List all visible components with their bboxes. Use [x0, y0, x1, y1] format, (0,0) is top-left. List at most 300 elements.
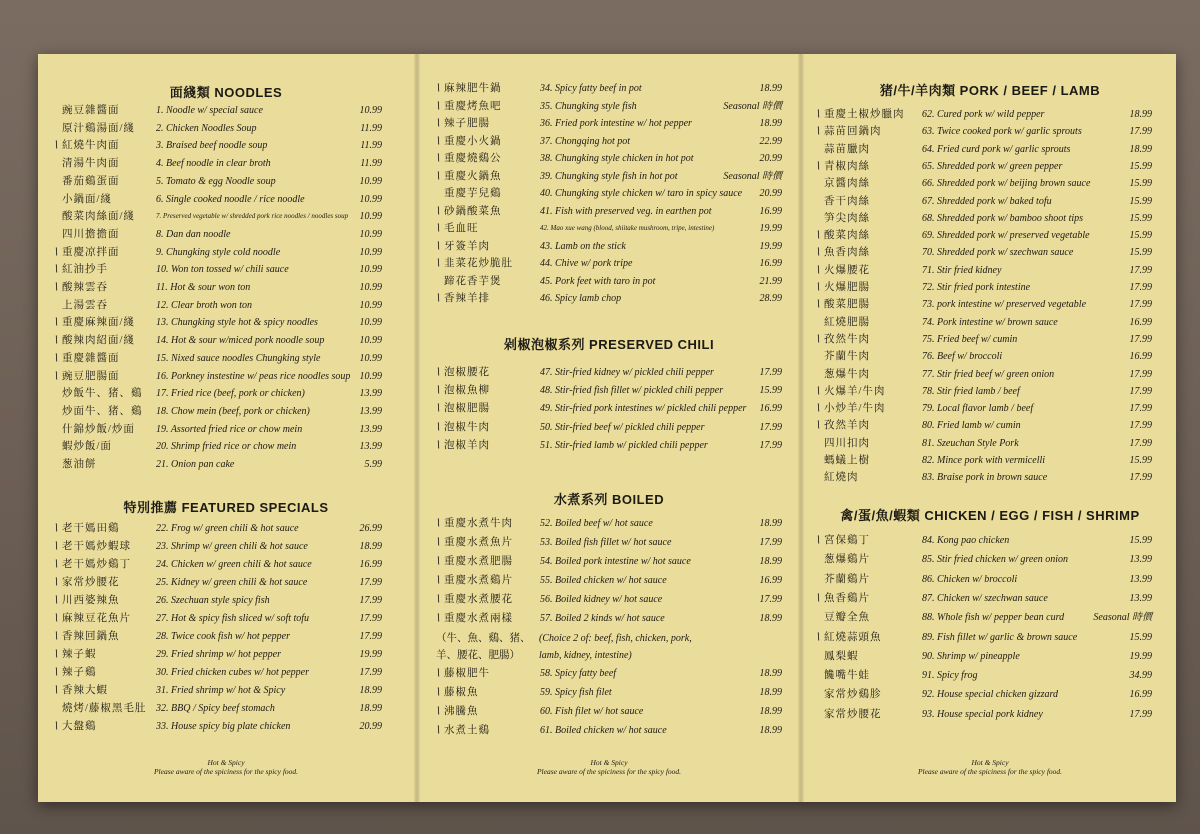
item-price: 18.99: [759, 518, 782, 529]
item-chinese-name: 小鍋面/綫: [62, 193, 112, 205]
item-price: 17.99: [1129, 126, 1152, 138]
menu-item: [52, 208, 382, 225]
menu-item: [814, 417, 1152, 434]
item-price: 13.99: [359, 405, 382, 417]
chili-pepper-icon: ∖: [52, 541, 59, 552]
item-english-name: 60. Fish filet w/ hot sauce: [540, 706, 644, 717]
item-price: 16.99: [759, 205, 782, 217]
menu-item: [814, 590, 1152, 607]
item-chinese-name: 芥蘭鷄片: [824, 573, 870, 585]
menu-item: [814, 123, 1152, 140]
item-chinese-name: 小炒羊/牛肉: [824, 403, 886, 415]
item-english-name: 28. Twice cook fish w/ hot pepper: [156, 631, 290, 642]
chili-pepper-icon: ∖: [434, 403, 441, 415]
item-chinese-name: 麻辣豆花魚片: [62, 613, 131, 624]
item-english-name: 41. Fish with preserved veg. in earthen pot: [540, 205, 712, 217]
section-title-preserved: 剁椒泡椒系列 PRESERVED CHILI: [503, 337, 715, 352]
item-english-name: 64. Fried curd pork w/ garlic sprouts: [922, 143, 1071, 155]
menu-item: [52, 592, 382, 609]
panel-right: [804, 54, 1176, 802]
item-price: 21.99: [759, 275, 782, 287]
item-chinese-name: 紅燒肉: [824, 472, 859, 484]
item-english-name: 38. Chungking style chicken in hot pot: [540, 153, 694, 164]
item-chinese-name: 蹄花香芋煲: [444, 275, 502, 287]
item-english-name: 31. Fried shrimp w/ hot & Spicy: [156, 685, 286, 696]
item-english-name: 4. Beef noodle in clear broth: [156, 158, 271, 170]
menu-item: [814, 366, 1152, 383]
item-english-name: 35. Chungking style fish: [540, 100, 637, 112]
menu-item: [52, 261, 382, 278]
item-english-name: 7. Preserved vegetable w/ shredded pork rice noodles / noodles soup: [156, 212, 349, 221]
menu-item: [434, 591, 782, 608]
item-price: 11.99: [360, 140, 382, 152]
menu-item: [52, 102, 382, 119]
menu-item: [434, 203, 782, 220]
item-price: 20.99: [759, 188, 782, 199]
item-english-name: 51. Stir-fried lamb w/ pickled chili pepper: [540, 439, 708, 451]
item-price: 18.99: [759, 613, 782, 624]
item-chinese-name: 豌豆雜醬面: [62, 105, 120, 116]
item-chinese-name: 老干媽炒蝦球: [62, 541, 131, 552]
item-price: 17.99: [359, 613, 382, 624]
item-english-name: 78. Stir fried lamb / beef: [922, 385, 1020, 397]
item-chinese-name: 四川擔擔面: [62, 228, 120, 240]
item-price: 17.99: [1129, 333, 1152, 345]
menu-item: [814, 686, 1152, 703]
item-chinese-name: 麻辣肥牛鍋: [444, 83, 502, 94]
item-price: 18.99: [359, 703, 382, 714]
item-chinese-name: 泡椒牛肉: [444, 421, 490, 433]
menu-item: [814, 435, 1152, 452]
item-price: 18.99: [359, 685, 382, 696]
chili-pepper-icon: ∖: [434, 706, 441, 717]
item-price: 11.99: [360, 122, 382, 134]
menu-item: [814, 532, 1152, 549]
item-chinese-name: 紅燒肥腸: [824, 316, 870, 328]
menu-item: [814, 571, 1152, 588]
item-english-name: 70. Shredded pork w/ szechwan sauce: [922, 247, 1074, 259]
item-english-name: 89. Fish fillet w/ garlic & brown sauce: [922, 631, 1078, 643]
menu-item: [814, 106, 1152, 123]
section-title-featured: 特別推薦 FEATURED SPECIALS: [123, 500, 329, 515]
item-english-name: 73. pork intestine w/ preserved vegetable: [922, 299, 1087, 311]
chili-pepper-icon: ∖: [814, 230, 821, 242]
chili-pepper-icon: ∖: [434, 205, 441, 217]
item-price: 17.99: [759, 537, 782, 548]
item-english-name: 88. Whole fish w/ pepper bean curd: [922, 612, 1065, 624]
item-english-name: 50. Stir-fried beef w/ pickled chili pepper: [540, 421, 705, 433]
item-english-name: 43. Lamb on the stick: [540, 240, 626, 252]
item-chinese-name: 葱油餅: [62, 459, 97, 470]
item-chinese-name: 重慶燒鷄公: [444, 153, 502, 164]
item-english-name: 23. Shrimp w/ green chili & hot sauce: [156, 541, 308, 552]
menu-item: [434, 98, 782, 115]
item-chinese-name: 原汁鷄湯面/綫: [62, 122, 135, 134]
item-price: 18.99: [759, 118, 782, 129]
item-price: 17.99: [759, 439, 782, 451]
chili-pepper-icon: ∖: [434, 100, 441, 112]
item-english-name: 71. Stir fried kidney: [922, 264, 1002, 276]
item-price: 15.99: [1129, 455, 1152, 466]
item-price: 15.99: [1129, 535, 1152, 546]
menu-item: [52, 279, 382, 296]
item-chinese-name: 番茄鷄蛋面: [62, 175, 120, 187]
chili-pepper-icon: ∖: [52, 721, 59, 732]
item-price: 13.99: [1129, 554, 1152, 566]
item-price: 18.99: [759, 687, 782, 698]
menu-item: [814, 551, 1152, 568]
item-english-name: 2. Chicken Noodles Soup: [156, 122, 257, 134]
menu-item: [52, 456, 382, 473]
item-chinese-name: 家常炒腰花: [62, 577, 120, 588]
item-chinese-name: 紅燒蒜頭魚: [824, 631, 882, 643]
item-chinese-name: 泡椒魚柳: [444, 385, 490, 397]
menu-item: [52, 646, 382, 663]
chili-pepper-icon: ∖: [434, 439, 441, 451]
hot-spicy-legend: Hot & Spicy: [207, 758, 245, 767]
item-chinese-name: 炒面牛、猪、鷄: [62, 405, 143, 417]
chili-pepper-icon: ∖: [814, 631, 821, 643]
boiled-choice-line2: 羊、腰花、肥腸） lamb, kidney, intestine): [436, 650, 632, 661]
spicy-notice: Please aware of the spiciness for the spicy food.: [536, 767, 682, 776]
item-price: 18.99: [359, 541, 382, 552]
hot-spicy-legend: Hot & Spicy: [971, 758, 1009, 767]
chili-pepper-icon: ∖: [434, 421, 441, 433]
chili-pepper-icon: ∖: [434, 537, 441, 548]
menu-item: [52, 574, 382, 591]
item-chinese-name: 重慶水煮兩樣: [444, 613, 513, 624]
chili-pepper-icon: ∖: [52, 140, 59, 152]
chili-pepper-icon: ∖: [814, 535, 821, 546]
item-price: 10.99: [359, 370, 382, 382]
chili-pepper-icon: ∖: [814, 247, 821, 259]
item-english-name: 30. Fried chicken cubes w/ hot pepper: [156, 667, 310, 678]
item-price: 17.99: [759, 421, 782, 433]
item-english-name: 77. Stir fried beef w/ green onion: [922, 368, 1055, 380]
item-price: 10.99: [359, 299, 382, 311]
item-price: 15.99: [1129, 160, 1152, 172]
item-price: 17.99: [1129, 368, 1152, 380]
menu-item: [814, 452, 1152, 469]
menu-item: [814, 244, 1152, 261]
item-price: 19.99: [759, 223, 782, 234]
item-price: 17.99: [359, 577, 382, 588]
menu-item: [52, 718, 382, 735]
item-price: 13.99: [1129, 573, 1152, 585]
item-price: 18.99: [759, 83, 782, 94]
menu-item: [434, 665, 782, 682]
item-english-name: 79. Local flavor lamb / beef: [922, 403, 1034, 415]
item-chinese-name: 孜然羊肉: [824, 420, 870, 432]
chili-pepper-icon: ∖: [52, 523, 59, 534]
item-chinese-name: 酸菜肥腸: [824, 299, 870, 311]
item-english-name: 90. Shrimp w/ pineapple: [922, 650, 1020, 662]
item-chinese-name: 泡椒腰花: [444, 367, 490, 378]
menu-item: [814, 648, 1152, 665]
menu-item: [814, 331, 1152, 348]
item-english-name: 11. Hot & sour won ton: [156, 282, 251, 293]
item-chinese-name: 毛血旺: [444, 223, 479, 234]
item-chinese-name: 重慶水煮鷄片: [444, 575, 513, 586]
item-english-name: 56. Boiled kidney w/ hot sauce: [540, 594, 663, 605]
menu-item: [814, 629, 1152, 646]
chili-pepper-icon: ∖: [434, 687, 441, 698]
item-chinese-name: 芥蘭牛肉: [824, 351, 870, 363]
item-chinese-name: 重慶水煮魚片: [444, 537, 513, 548]
chili-pepper-icon: ∖: [52, 317, 59, 329]
chili-pepper-icon: ∖: [52, 352, 59, 364]
menu-item: [52, 385, 382, 402]
item-price: 17.99: [1129, 282, 1152, 293]
chili-pepper-icon: ∖: [434, 118, 441, 129]
item-chinese-name: 辣子肥腸: [444, 118, 490, 129]
menu-item: [52, 191, 382, 208]
menu-item: [434, 133, 782, 150]
item-price: 5.99: [364, 459, 382, 470]
item-chinese-name: 老干媽田鷄: [62, 523, 120, 534]
item-price: 10.99: [359, 175, 382, 187]
menu-item: [814, 609, 1152, 626]
chili-pepper-icon: ∖: [434, 518, 441, 529]
item-english-name: 32. BBQ / Spicy beef stomach: [156, 703, 275, 714]
item-english-name: 86. Chicken w/ broccoli: [922, 573, 1018, 585]
chili-pepper-icon: ∖: [434, 725, 441, 736]
item-chinese-name: 豆瓣全魚: [824, 612, 870, 624]
chili-pepper-icon: ∖: [434, 385, 441, 397]
chili-pepper-icon: ∖: [434, 135, 441, 147]
chili-pepper-icon: ∖: [434, 240, 441, 252]
item-chinese-name: 酸菜肉絲面/綫: [62, 211, 135, 223]
item-english-name: 21. Onion pan cake: [156, 459, 235, 470]
item-english-name: 82. Mince pork with vermicelli: [922, 455, 1046, 466]
item-price: 34.99: [1129, 670, 1152, 682]
item-price: 10.99: [359, 105, 382, 116]
item-chinese-name: 辣子鷄: [62, 667, 97, 678]
item-price: 10.99: [359, 335, 382, 347]
item-price: 17.99: [1129, 403, 1152, 415]
item-price: 16.99: [1129, 316, 1152, 328]
menu-item: [52, 368, 382, 385]
item-chinese-name: 重慶雜醬面: [62, 352, 120, 364]
menu-item: [814, 314, 1152, 331]
chili-pepper-icon: ∖: [814, 282, 821, 293]
item-chinese-name: 笋尖肉絲: [824, 212, 870, 224]
section-title-boiled: 水煮系列 BOILED: [553, 492, 665, 507]
chili-pepper-icon: ∖: [52, 595, 59, 606]
menu-item: [52, 244, 382, 261]
item-english-name: 18. Chow mein (beef, pork or chicken): [156, 405, 310, 417]
item-price: 10.99: [359, 282, 382, 293]
menu-item: [434, 80, 782, 97]
item-chinese-name: 重慶火鍋魚: [444, 170, 502, 182]
item-english-name: 44. Chive w/ pork tripe: [540, 258, 633, 269]
item-english-name: 53. Boiled fish fillet w/ hot sauce: [540, 537, 672, 548]
chili-pepper-icon: ∖: [814, 385, 821, 397]
item-chinese-name: 酸菜肉絲: [824, 230, 870, 242]
item-english-name: 67. Shredded pork w/ baked tofu: [922, 195, 1052, 207]
item-english-name: 42. Mao xue wang (blood, shiitake mushroom, tripe, intestine): [540, 224, 715, 232]
item-english-name: 47. Stir-fried kidney w/ pickled chili pepper: [540, 367, 714, 378]
item-chinese-name: 饞嘴牛蛙: [824, 670, 870, 682]
chili-pepper-icon: ∖: [434, 613, 441, 624]
menu-item: [52, 403, 382, 420]
menu-item: [434, 703, 782, 720]
item-price: 17.99: [1129, 420, 1152, 432]
item-english-name: 83. Braise pork in brown sauce: [922, 472, 1048, 484]
item-price: 17.99: [359, 595, 382, 606]
chili-pepper-icon: ∖: [52, 335, 59, 347]
item-english-name: 76. Beef w/ broccoli: [922, 351, 1003, 363]
item-english-name: 52. Boiled beef w/ hot sauce: [540, 518, 653, 529]
menu-item: [52, 137, 382, 154]
boiled-choice-line1: （牛、魚、鷄、猪、 (Choice 2 of: beef, fish, chicken, pork,: [436, 633, 692, 644]
item-english-name: 63. Twice cooked pork w/ garlic sprouts: [922, 126, 1082, 138]
item-english-name: 33. House spicy big plate chicken: [156, 721, 291, 732]
menu-item: [434, 534, 782, 551]
item-chinese-name: 紅油抄手: [62, 264, 108, 276]
item-price: 18.99: [759, 725, 782, 736]
item-english-name: 29. Fried shrimp w/ hot pepper: [156, 649, 281, 660]
chili-pepper-icon: ∖: [52, 577, 59, 588]
chili-pepper-icon: ∖: [434, 668, 441, 679]
item-english-name: 55. Boiled chicken w/ hot sauce: [540, 575, 667, 586]
item-price: 11.99: [360, 158, 382, 170]
item-price: 17.99: [1129, 385, 1152, 397]
item-chinese-name: 螞蟻上樹: [824, 455, 870, 466]
item-english-name: 10. Won ton tossed w/ chili sauce: [156, 264, 289, 276]
item-price: 13.99: [359, 441, 382, 453]
menu-item: [52, 155, 382, 172]
item-price: 18.99: [1129, 143, 1152, 155]
item-price: 18.99: [759, 556, 782, 567]
item-english-name: 15. Nixed sauce noodles Chungking style: [156, 352, 321, 364]
menu-item: [52, 538, 382, 555]
section-title-chicken: 禽/蛋/魚/蝦類 CHICKEN / EGG / FISH / SHRIMP: [840, 508, 1140, 523]
hot-spicy-legend: Hot & Spicy: [590, 758, 628, 767]
item-price: 17.99: [1129, 299, 1152, 311]
item-english-name: 19. Assorted fried rice or chow mein: [156, 423, 303, 435]
item-chinese-name: 燒烤/藤椒黑毛肚: [62, 703, 147, 714]
item-price: 16.99: [759, 575, 782, 586]
item-chinese-name: 葱爆鷄片: [824, 554, 870, 566]
item-english-name: 62. Cured pork w/ wild pepper: [922, 109, 1045, 120]
item-price: 17.99: [359, 631, 382, 642]
item-price: 15.99: [1129, 212, 1152, 224]
menu-item: [434, 400, 782, 417]
item-english-name: 80. Fried lamb w/ cumin: [922, 420, 1021, 432]
chili-pepper-icon: ∖: [814, 592, 821, 604]
chili-pepper-icon: ∖: [52, 559, 59, 570]
item-english-name: 25. Kidney w/ green chili & hot sauce: [156, 577, 308, 588]
menu-item: [52, 332, 382, 349]
menu-item: [814, 227, 1152, 244]
item-price: 17.99: [1129, 264, 1152, 276]
item-price: 10.99: [359, 246, 382, 258]
item-price: 13.99: [359, 388, 382, 400]
item-chinese-name: 香辣大蝦: [62, 685, 108, 696]
item-chinese-name: 火爆羊/牛肉: [824, 385, 886, 397]
item-chinese-name: 蝦炒飯/面: [62, 441, 112, 453]
menu-item: [814, 348, 1152, 365]
item-english-name: 72. Stir fried pork intestine: [922, 282, 1031, 293]
item-price: 10.99: [359, 317, 382, 329]
item-price: 17.99: [359, 667, 382, 678]
item-chinese-name: 四川扣肉: [824, 437, 870, 449]
item-chinese-name: 紅燒牛肉面: [62, 140, 120, 152]
item-english-name: 48. Stir-fried fish fillet w/ pickled chili pepper: [540, 385, 724, 397]
item-price: 16.99: [759, 258, 782, 269]
menu-item: [434, 553, 782, 570]
chili-pepper-icon: ∖: [434, 153, 441, 164]
item-price: 17.99: [759, 367, 782, 378]
item-english-name: 20. Shrimp fried rice or chow mein: [156, 441, 297, 453]
item-chinese-name: 重慶凉拌面: [62, 246, 120, 258]
item-chinese-name: 重慶土椒炒臘肉: [824, 109, 905, 120]
menu-item: [434, 437, 782, 454]
chili-pepper-icon: ∖: [52, 667, 59, 678]
item-english-name: 66. Shredded pork w/ beijing brown sauce: [922, 178, 1091, 190]
item-english-name: 8. Dan dan noodle: [156, 228, 231, 240]
item-chinese-name: 泡椒羊肉: [444, 439, 490, 451]
menu-item: [814, 141, 1152, 158]
item-english-name: 49. Stir-fried pork intestines w/ pickled chili pepper: [540, 403, 747, 415]
item-chinese-name: 京醬肉絲: [824, 178, 870, 190]
item-price: 18.99: [759, 668, 782, 679]
item-chinese-name: 青椒肉絲: [824, 160, 870, 172]
item-english-name: 9. Chungking style cold noodle: [156, 246, 281, 258]
chili-pepper-icon: ∖: [434, 575, 441, 586]
chili-pepper-icon: ∖: [52, 282, 59, 293]
item-english-name: 26. Szechuan style spicy fish: [156, 595, 270, 606]
chili-pepper-icon: ∖: [434, 367, 441, 378]
menu-item: [434, 382, 782, 399]
item-price: 17.99: [759, 594, 782, 605]
item-price: 28.99: [759, 293, 782, 304]
item-chinese-name: 酸辣肉紹面/綫: [62, 335, 135, 347]
item-english-name: 85. Stir fried chicken w/ green onion: [922, 554, 1068, 566]
item-english-name: 12. Clear broth won ton: [156, 299, 253, 311]
item-price: 13.99: [1129, 592, 1152, 604]
item-price: Seasonal 時價: [723, 170, 782, 182]
item-price: 10.99: [359, 264, 382, 276]
item-chinese-name: 蒜苗臘肉: [824, 143, 870, 155]
item-price: 16.99: [759, 403, 782, 415]
item-price: 17.99: [1129, 472, 1152, 484]
item-english-name: 6. Single cooked noodle / rice noodle: [156, 193, 305, 205]
menu-item: [52, 314, 382, 331]
item-chinese-name: 川西婆辣魚: [62, 595, 120, 606]
item-english-name: 46. Spicy lamb chop: [540, 293, 622, 304]
spicy-footer: [420, 758, 798, 776]
menu-item: [52, 226, 382, 243]
item-chinese-name: 豌豆肥腸面: [62, 370, 120, 382]
chili-pepper-icon: ∖: [434, 594, 441, 605]
item-chinese-name: 鳳梨蝦: [824, 650, 859, 662]
item-chinese-name: 重慶小火鍋: [444, 135, 502, 147]
item-chinese-name: 上湯雲吞: [62, 299, 108, 311]
menu-item: [434, 515, 782, 532]
item-price: Seasonal 時價: [1093, 612, 1152, 624]
item-price: 19.99: [359, 649, 382, 660]
menu-item: [814, 383, 1152, 400]
menu-item: [52, 700, 382, 717]
menu-item: [434, 220, 782, 237]
item-chinese-name: 重慶芋兒鷄: [444, 188, 502, 199]
spicy-notice: Please aware of the spiciness for the spicy food.: [917, 767, 1063, 776]
chili-pepper-icon: ∖: [434, 170, 441, 182]
item-english-name: 57. Boiled 2 kinds w/ hot sauce: [540, 613, 665, 624]
chili-pepper-icon: ∖: [814, 403, 821, 415]
